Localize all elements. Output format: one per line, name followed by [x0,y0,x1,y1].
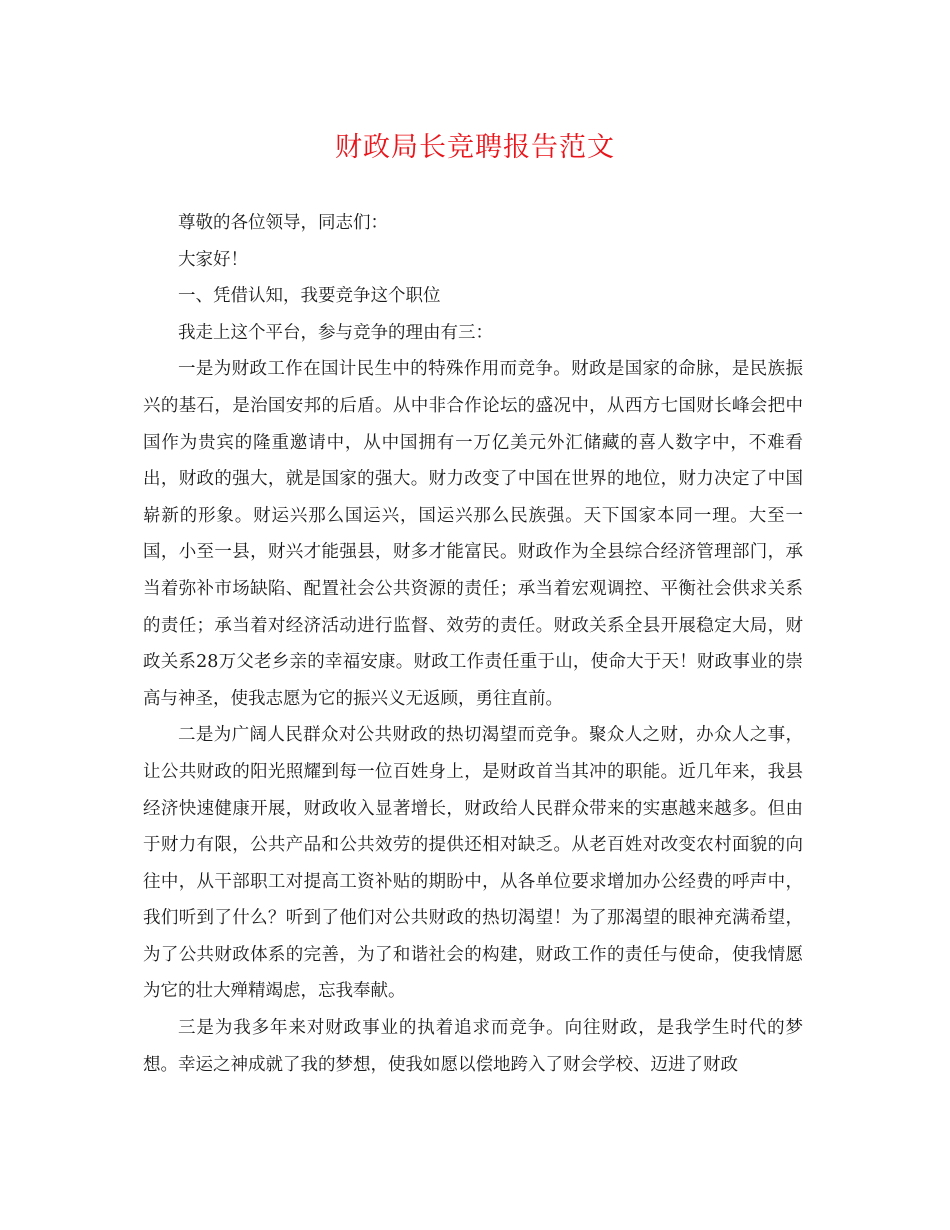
document-body [143,205,803,1083]
document-title: 财政局长竞聘报告范文 [335,132,615,163]
salutation: 尊敬的各位领导，同志们： [178,213,388,233]
section-heading: 一、凭借认知，我要竞争这个职位 [178,286,441,307]
reason-three-paragraph: 三是为我多年来对财政事业的执着追求而竞争。向往财政，是我学生时代的梦想。幸运之神成就了我的梦想，使我如愿以偿地跨入了财会学校、迈进了财政 [143,1018,803,1075]
intro-paragraph: 我走上这个平台，参与竞争的理由有三： [178,322,493,343]
greeting: 大家好！ [178,249,248,270]
reason-one-paragraph: 一是为财政工作在国计民生中的特殊作用而竞争。财政是国家的命脉，是民族振兴的基石，是治国安邦的后盾。从中非合作论坛的盛况中，从西方七国财长峰会把中国作为贵宾的隆重邀请中，从中国拥有一万亿美元外汇储藏的喜人数字中，不难看出，财政的强大，就是国家的强大。财力改变了中国在世界的地位，财力决定了中国崭新的形象。财运兴那么国运兴，国运兴那么民族强。天下国家本同一理。大至一国，小至一县，财兴才能强县，财多才能富民。财政作为全县综合经济管理部门，承当着弥补市场缺陷、配置社会公共资源的责任；承当着宏观调控、平衡社会供求关系的责任；承当着对经济活动进行监督、效劳的责任。财政关系全县开展稳定大局，财政关系28万父老乡亲的幸福安康。财政工作责任重于山，使命大于天！财政事业的崇高与神圣，使我志愿为它的振兴义无返顾，勇往直前。 [143,359,803,709]
reason-two-paragraph: 二是为广阔人民群众对公共财政的热切渴望而竞争。聚众人之财，办众人之事，让公共财政的阳光照耀到每一位百姓身上，是财政首当其冲的职能。近几年来，我县经济快速健康开展，财政收入显著增长，财政给人民群众带来的实惠越来越多。但由于财力有限，公共产品和公共效劳的提供还相对缺乏。从老百姓对改变农村面貌的向往中，从干部职工对提高工资补贴的期盼中，从各单位要求增加办公经费的呼声中，我们听到了什么？听到了他们对公共财政的热切渴望！为了那渴望的眼神充满希望，为了公共财政体系的完善，为了和谐社会的构建，财政工作的责任与使命，使我情愿为它的壮大殚精竭虑，忘我奉献。 [143,725,803,1002]
